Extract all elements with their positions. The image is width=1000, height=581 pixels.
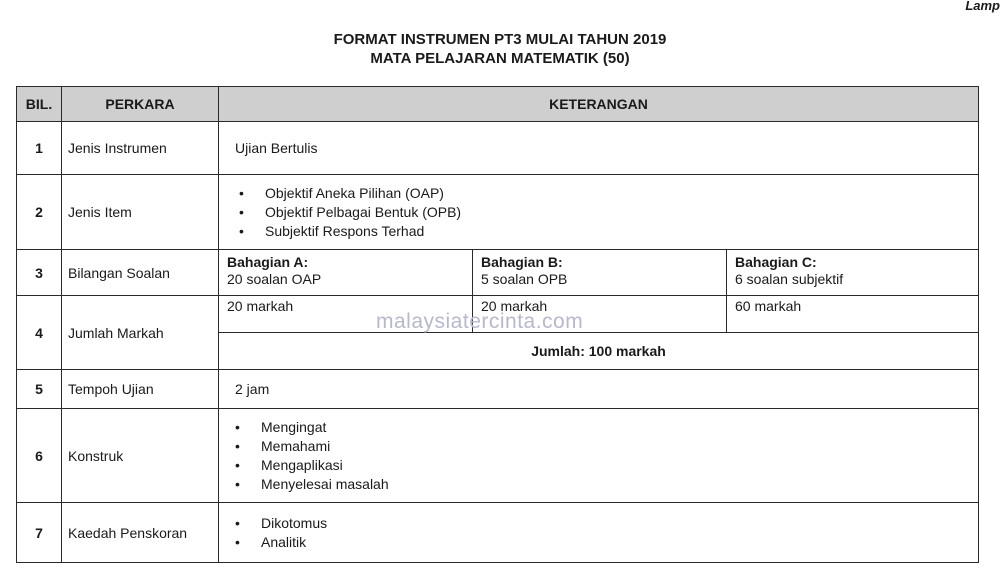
list-item: • Mengaplikasi: [231, 456, 978, 475]
table-row: [17, 409, 979, 503]
table-row: [17, 175, 979, 250]
row-perkara: Konstruk: [62, 409, 219, 503]
markah-b: 20 markah: [473, 296, 727, 333]
bahagian-c-title: Bahagian C:: [735, 254, 817, 270]
bahagian-a-cell: [219, 250, 473, 296]
list-item: • Objektif Aneka Pilihan (OAP): [235, 184, 978, 203]
row-keterangan: Ujian Bertulis: [219, 122, 979, 175]
bahagian-b-text: 5 soalan OPB: [481, 271, 568, 287]
markah-a: 20 markah: [219, 296, 473, 333]
row-perkara: Jenis Instrumen: [62, 122, 219, 175]
row-number: 1: [17, 122, 62, 175]
list-item: • Menyelesai masalah: [231, 475, 978, 494]
row-perkara: Bilangan Soalan: [62, 250, 219, 296]
row-perkara: Jumlah Markah: [62, 296, 219, 370]
row-number: 5: [17, 370, 62, 409]
list-item: • Analitik: [231, 533, 978, 552]
row-number: 6: [17, 409, 62, 503]
bahagian-c-text: 6 soalan subjektif: [735, 271, 844, 287]
row-perkara: Kaedah Penskoran: [62, 503, 219, 563]
header-keterangan: KETERANGAN: [219, 87, 979, 122]
markah-c: 60 markah: [727, 296, 979, 333]
row-number: 7: [17, 503, 62, 563]
title-line-1: FORMAT INSTRUMEN PT3 MULAI TAHUN 2019: [333, 31, 667, 48]
table-row: [17, 370, 979, 409]
row-keterangan: 2 jam: [219, 370, 979, 409]
row-keterangan: [219, 409, 979, 503]
document-title: [0, 30, 1000, 68]
row-number: 3: [17, 250, 62, 296]
bahagian-b-title: Bahagian B:: [481, 254, 563, 270]
bullet-list: [235, 184, 978, 241]
header-row: [17, 87, 979, 122]
bahagian-b-cell: [473, 250, 727, 296]
jumlah-total: Jumlah: 100 markah: [219, 333, 979, 370]
bahagian-c-cell: [727, 250, 979, 296]
row-keterangan: [219, 175, 979, 250]
row-number: 2: [17, 175, 62, 250]
table-row: [17, 122, 979, 175]
corner-label: Lamp: [965, 0, 1000, 13]
bullet-list: [231, 514, 978, 552]
header-perkara: PERKARA: [62, 87, 219, 122]
header-bil: BIL.: [17, 87, 62, 122]
bullet-list: [231, 418, 978, 494]
list-item: • Subjektif Respons Terhad: [235, 222, 978, 241]
watermark: malaysiatercinta.com: [376, 310, 584, 333]
table-row: [17, 250, 979, 296]
bahagian-a-title: Bahagian A:: [227, 254, 309, 270]
row-perkara: Jenis Item: [62, 175, 219, 250]
list-item: • Mengingat: [231, 418, 978, 437]
row-perkara: Tempoh Ujian: [62, 370, 219, 409]
row-keterangan: [219, 503, 979, 563]
row-number: 4: [17, 296, 62, 370]
title-line-2: MATA PELAJARAN MATEMATIK (50): [370, 50, 630, 67]
list-item: • Dikotomus: [231, 514, 978, 533]
list-item: • Objektif Pelbagai Bentuk (OPB): [235, 203, 978, 222]
list-item: • Memahami: [231, 437, 978, 456]
table-row: [17, 503, 979, 563]
bahagian-a-text: 20 soalan OAP: [227, 271, 322, 287]
